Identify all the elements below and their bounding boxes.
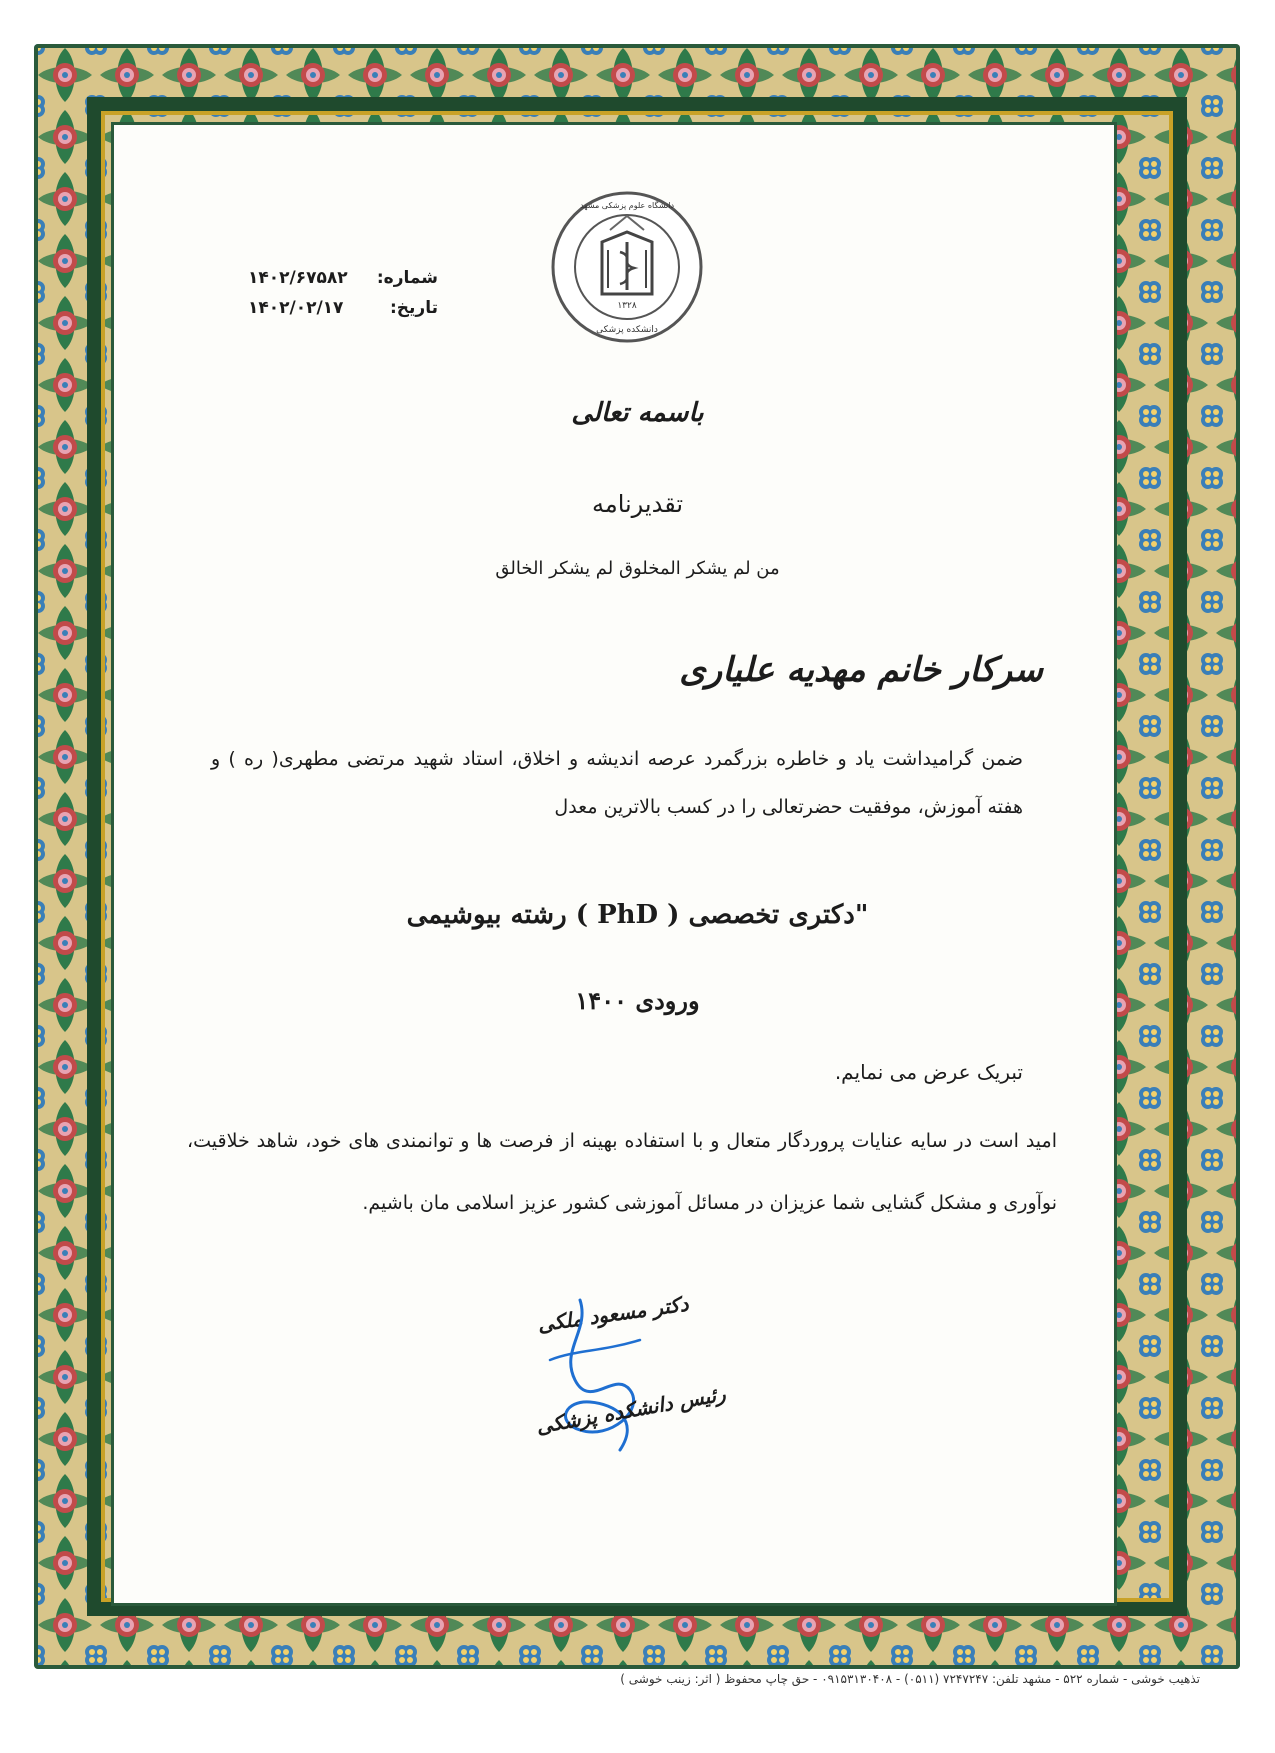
degree-line: "دکتری تخصصی ( PhD ) رشته بیوشیمی [406, 900, 869, 930]
signatory-title: رئیس دانشکده پزشکی [534, 1381, 728, 1439]
reference-block [248, 268, 438, 328]
recipient-name: سرکار خانم مهدیه علیاری [679, 650, 1043, 690]
logo-top-text: دانشگاه علوم پزشکی مشهد [579, 201, 675, 210]
bismillah-heading: باسمه تعالی [571, 398, 704, 428]
number-row [248, 268, 438, 288]
logo-bottom-text: دانشکده پزشکی [596, 325, 658, 335]
certificate-title: تقدیرنامه [591, 490, 684, 518]
body-paragraph-1: ضمن گرامیداشت یاد و خاطره بزرگمرد عرصه اندیشه و اخلاق، استاد شهید مرتضی مطهری( ره ) و هفته آموزش، موفقیت حضرتعالی را در کسب بالاترین معدل [211, 748, 1023, 818]
printer-footer: تذهیب خوشی - شماره ۵۲۲ - مشهد تلفن: ۷۲۴۷۲۴۷ (۰۵۱۱) - ۰۹۱۵۳۱۳۰۴۰۸ - حق چاپ محفوظ ( اثر: زینب خوشی ) [620, 1672, 1200, 1686]
signatory-name: دکتر مسعود ملکی [536, 1291, 690, 1337]
university-logo [550, 190, 704, 344]
number-label: شماره: [376, 268, 438, 288]
logo-year: ۱۳۲۸ [617, 301, 637, 311]
date-row [248, 298, 438, 318]
date-value: ۱۴۰۲/۰۲/۱۷ [248, 298, 344, 318]
congratulation-line: تبریک عرض می نمایم. [834, 1060, 1023, 1084]
date-label: تاریخ: [390, 298, 438, 318]
body-paragraph-2: امید است در سایه عنایات پروردگار متعال و با استفاده بهینه از فرصت ها و توانمندی های خود، شاهد خلاقیت، نوآوری و مشکل گشایی شما عزیزان در مسائل آموزشی کشور عزیز اسلامی مان باشیم. [187, 1130, 1057, 1214]
saying-line: من لم یشکر المخلوق لم یشکر الخالق [495, 558, 780, 579]
entry-year-line: ورودی ۱۴۰۰ [575, 986, 700, 1015]
number-value: ۱۴۰۲/۶۷۵۸۲ [248, 268, 348, 288]
